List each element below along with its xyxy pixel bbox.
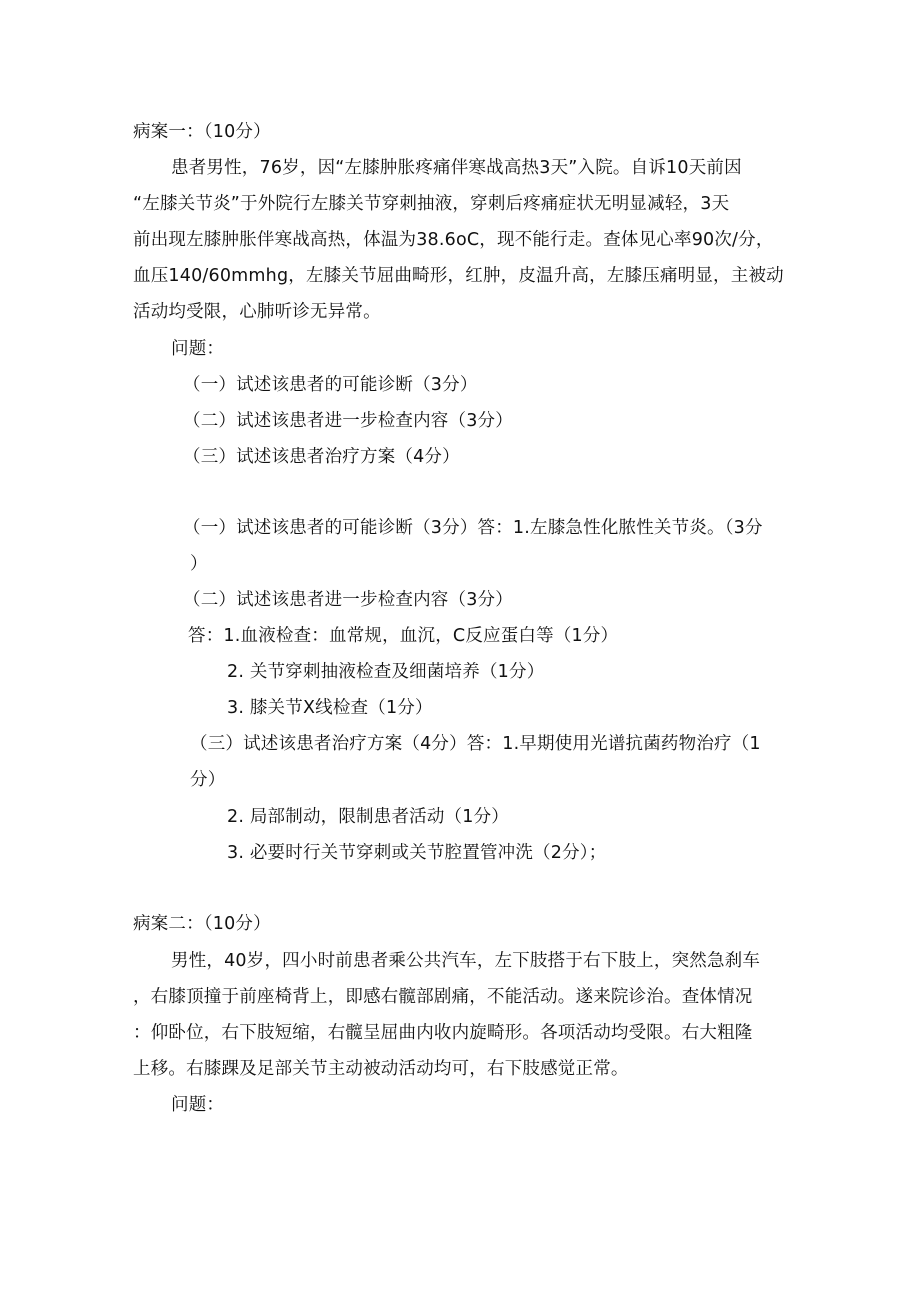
case1-desc-line: 患者男性，76岁，因“左膝肿胀疼痛伴寒战高热3天”入院。自诉10天前因 bbox=[171, 158, 742, 178]
case1-question-label: 问题： bbox=[171, 339, 225, 359]
case1-desc-line: 血压140/60mmhg，左膝关节屈曲畸形，红肿，皮温升高，左膝压痛明显，主被动 bbox=[133, 266, 784, 286]
case1-answer-3-item: 3. 必要时行关节穿刺或关节腔置管冲洗（2分）； bbox=[227, 843, 607, 863]
case1-desc-line: “左膝关节炎”于外院行左膝关节穿刺抽液，穿刺后疼痛症状无明显减轻，3天 bbox=[133, 194, 730, 214]
case1-answer-1-cont: ） bbox=[190, 554, 208, 574]
case1-question: （三）试述该患者治疗方案（4分） bbox=[183, 447, 460, 467]
case2-desc-line: 上移。右膝踝及足部关节主动被动活动均可，右下肢感觉正常。 bbox=[133, 1059, 629, 1079]
case2-desc-line: ：仰卧位，右下肢短缩，右髋呈屈曲内收内旋畸形。各项活动均受限。右大粗隆 bbox=[133, 1023, 753, 1043]
case1-answer-1: （一）试述该患者的可能诊断（3分）答：1.左膝急性化脓性关节炎。（3分 bbox=[183, 518, 763, 538]
case1-answer-3: （三）试述该患者治疗方案（4分）答：1.早期使用光谱抗菌药物治疗（1 bbox=[190, 734, 761, 754]
case2-question-label: 问题： bbox=[171, 1095, 225, 1115]
case1-answer-2-item: 2. 关节穿刺抽液检查及细菌培养（1分） bbox=[227, 662, 545, 682]
case1-answer-3-cont: 分） bbox=[190, 770, 226, 790]
case1-desc-line: 前出现左膝肿胀伴寒战高热，体温为38.6oC，现不能行走。查体见心率90次/分， bbox=[133, 230, 774, 250]
case2-title: 病案二：（10分） bbox=[133, 914, 271, 934]
case2-desc-line: 男性，40岁，四小时前患者乘公共汽车，左下肢搭于右下肢上，突然急刹车 bbox=[171, 951, 761, 971]
case2-desc-line: ，右膝顶撞于前座椅背上，即感右髋部剧痛，不能活动。遂来院诊治。查体情况 bbox=[133, 987, 753, 1007]
case1-question: （二）试述该患者进一步检查内容（3分） bbox=[183, 411, 513, 431]
case1-question: （一）试述该患者的可能诊断（3分） bbox=[183, 375, 478, 395]
case1-answer-2-title: （二）试述该患者进一步检查内容（3分） bbox=[183, 590, 513, 610]
case1-desc-line: 活动均受限，心肺听诊无异常。 bbox=[133, 302, 381, 322]
case1-answer-2-item: 3. 膝关节X线检查（1分） bbox=[227, 698, 433, 718]
case1-title: 病案一：（10分） bbox=[133, 122, 271, 142]
case1-answer-2-item: 答：1.血液检查：血常规，血沉，C反应蛋白等（1分） bbox=[188, 626, 619, 646]
case1-answer-3-item: 2. 局部制动，限制患者活动（1分） bbox=[227, 807, 509, 827]
